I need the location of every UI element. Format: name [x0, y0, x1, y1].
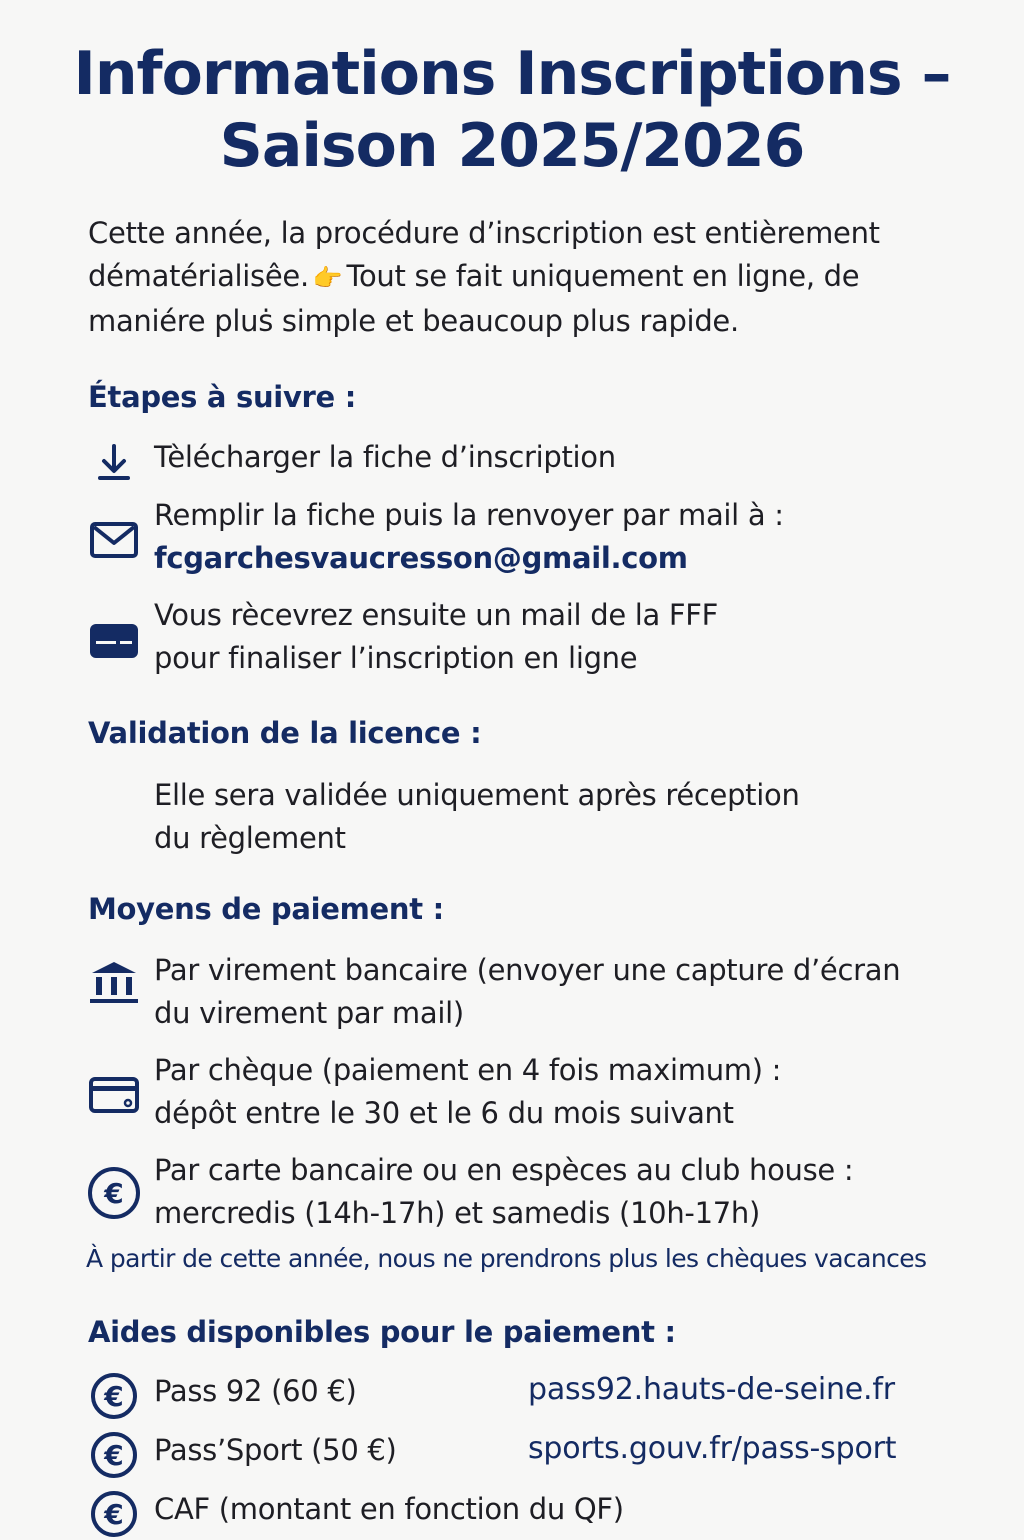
payment-cheque-line-2: dépôt entre le 30 et le 6 du mois suivant [154, 1096, 734, 1130]
cheques-vacances-note: À partir de cette année, nous ne prendrons plus les chèques vacances [86, 1244, 927, 1273]
payment-heading: Moyens de paiement : [88, 892, 444, 926]
payment-transfer [88, 949, 988, 1035]
step-email-text: Remplir la fiche puis la renvoyer par mail à : [154, 498, 784, 532]
pass-sport-link[interactable]: sports.gouv.fr/pass-sport [528, 1431, 897, 1466]
payment-transfer-line-1: Par virement bancaire (envoyer une capture d’écran [154, 953, 901, 987]
card-icon [88, 614, 140, 666]
validation-line-2: du règlement [154, 821, 346, 855]
euro-icon [88, 1429, 140, 1481]
step-email [88, 494, 988, 580]
steps-heading: Étapes à suivre : [88, 380, 357, 414]
euro-symbol: € [91, 1373, 137, 1419]
download-icon [88, 436, 140, 488]
title-line-1: Informations Inscriptions – [73, 39, 951, 109]
aid-caf [88, 1488, 988, 1540]
envelope-icon [88, 514, 140, 566]
checkbook-icon [88, 1069, 140, 1121]
page-title [0, 38, 1024, 182]
aid-pass92-label: Pass 92 (60 €) [154, 1374, 357, 1408]
bank-icon [88, 957, 140, 1009]
aids-heading: Aides disponibles pour le paiement : [88, 1315, 676, 1349]
payment-card-line-1: Par carte bancaire ou en espèces au club house : [154, 1153, 854, 1187]
validation-heading: Validation de la licence : [88, 716, 482, 750]
aid-caf-label: CAF (montant en fonction du QF) [154, 1492, 624, 1526]
payment-card-cash [88, 1149, 988, 1235]
payment-cheque [88, 1049, 988, 1135]
step-fff [88, 594, 988, 680]
step-download[interactable] [88, 436, 988, 488]
validation-text [154, 774, 800, 860]
aid-passsport-label: Pass’Sport (50 €) [154, 1433, 397, 1467]
club-email-link[interactable]: fcgarchesvaucresson@gmail.com [154, 541, 688, 575]
euro-icon [88, 1370, 140, 1422]
step-fff-line-2: pour finaliser l’inscription en ligne [154, 641, 638, 675]
payment-card-line-2: mercredis (14h-17h) et samedis (10h-17h) [154, 1196, 760, 1230]
validation-line-1: Elle sera validée uniquement après réception [154, 778, 800, 812]
intro-line-2b: Tout se fait uniquement en ligne, de [346, 259, 860, 293]
payment-transfer-line-2: du virement par mail) [154, 996, 464, 1030]
step-download-text: Tèlécharger la fiche d’inscription [154, 440, 616, 474]
euro-symbol: € [88, 1167, 140, 1219]
euro-symbol: € [91, 1432, 137, 1478]
pass92-link[interactable]: pass92.hauts-de-seine.fr [528, 1372, 895, 1407]
payment-cheque-line-1: Par chèque (paiement en 4 fois maximum) : [154, 1053, 782, 1087]
euro-symbol: € [91, 1491, 137, 1537]
title-line-2: Saison 2025/2026 [219, 111, 805, 181]
intro-line-3: maniére pluṡ simple et beaucoup plus rapide. [88, 304, 739, 338]
step-fff-line-1: Vous rècevrez ensuite un mail de la FFF [154, 598, 719, 632]
intro-paragraph [88, 212, 948, 343]
intro-line-2a: dématérialisêe. [88, 259, 309, 293]
intro-line-1: Cette année, la procédure d’inscription est entièrement [88, 216, 880, 250]
pointing-hand-icon: 👉 [312, 264, 343, 292]
euro-icon [88, 1167, 140, 1219]
euro-icon [88, 1488, 140, 1540]
